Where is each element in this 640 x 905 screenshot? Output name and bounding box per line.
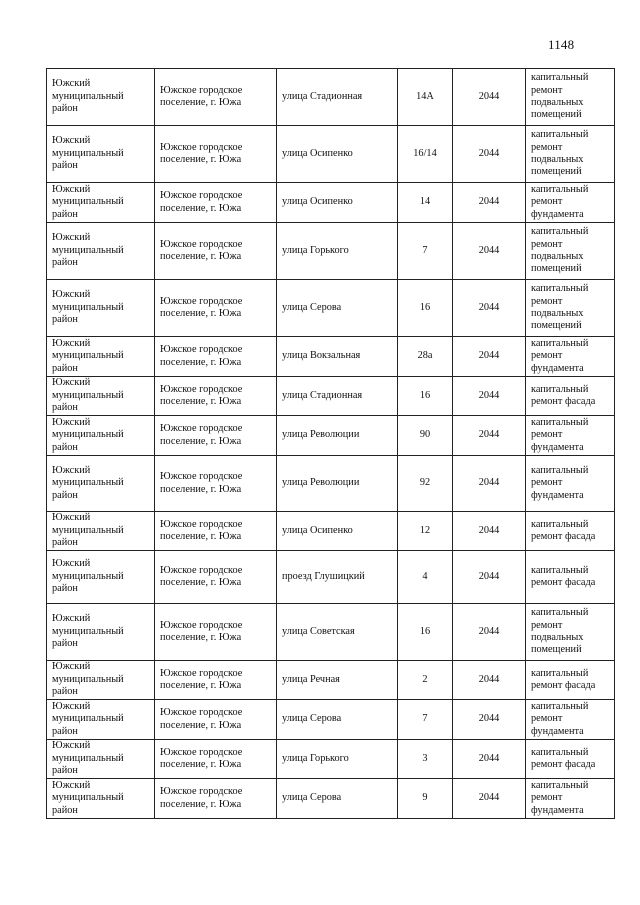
page-number: 1148	[548, 37, 575, 52]
work-type-cell: капитальный ремонт подвальных помещений	[526, 126, 615, 183]
district-cell: Южский муниципальный район	[47, 456, 155, 512]
table-row	[47, 69, 615, 126]
house-number-cell: 28а	[398, 337, 453, 377]
house-number-cell: 7	[398, 700, 453, 740]
district-cell: Южский муниципальный район	[47, 700, 155, 740]
street-cell: улица Серова	[277, 779, 398, 819]
settlement-cell: Южское городское поселение, г. Южа	[155, 512, 277, 551]
settlement-cell: Южское городское поселение, г. Южа	[155, 740, 277, 779]
settlement-cell: Южское городское поселение, г. Южа	[155, 337, 277, 377]
table-row	[47, 126, 615, 183]
work-type-cell: капитальный ремонт фасада	[526, 512, 615, 551]
street-cell: проезд Глушицкий	[277, 551, 398, 604]
work-type-cell: капитальный ремонт фундамента	[526, 700, 615, 740]
work-type-cell: капитальный ремонт подвальных помещений	[526, 280, 615, 337]
district-cell: Южский муниципальный район	[47, 740, 155, 779]
district-cell: Южский муниципальный район	[47, 223, 155, 280]
district-cell: Южский муниципальный район	[47, 416, 155, 456]
work-type-cell: капитальный ремонт фасада	[526, 377, 615, 416]
year-cell: 2044	[453, 512, 526, 551]
street-cell: улица Горького	[277, 223, 398, 280]
year-cell: 2044	[453, 456, 526, 512]
street-cell: улица Осипенко	[277, 126, 398, 183]
year-cell: 2044	[453, 377, 526, 416]
work-type-cell: капитальный ремонт фундамента	[526, 183, 615, 223]
settlement-cell: Южское городское поселение, г. Южа	[155, 126, 277, 183]
house-number-cell: 12	[398, 512, 453, 551]
district-cell: Южский муниципальный район	[47, 69, 155, 126]
settlement-cell: Южское городское поселение, г. Южа	[155, 280, 277, 337]
table-row	[47, 700, 615, 740]
settlement-cell: Южское городское поселение, г. Южа	[155, 700, 277, 740]
table-row	[47, 337, 615, 377]
year-cell: 2044	[453, 740, 526, 779]
settlement-cell: Южское городское поселение, г. Южа	[155, 223, 277, 280]
settlement-cell: Южское городское поселение, г. Южа	[155, 377, 277, 416]
year-cell: 2044	[453, 551, 526, 604]
table-row	[47, 512, 615, 551]
work-type-cell: капитальный ремонт фундамента	[526, 337, 615, 377]
year-cell: 2044	[453, 779, 526, 819]
house-number-cell: 16/14	[398, 126, 453, 183]
repair-schedule-table	[46, 68, 615, 819]
settlement-cell: Южское городское поселение, г. Южа	[155, 551, 277, 604]
house-number-cell: 4	[398, 551, 453, 604]
district-cell: Южский муниципальный район	[47, 779, 155, 819]
year-cell: 2044	[453, 700, 526, 740]
house-number-cell: 16	[398, 604, 453, 661]
street-cell: улица Серова	[277, 700, 398, 740]
table-row	[47, 183, 615, 223]
work-type-cell: капитальный ремонт фасада	[526, 661, 615, 700]
settlement-cell: Южское городское поселение, г. Южа	[155, 69, 277, 126]
year-cell: 2044	[453, 223, 526, 280]
street-cell: улица Серова	[277, 280, 398, 337]
settlement-cell: Южское городское поселение, г. Южа	[155, 183, 277, 223]
table-row	[47, 456, 615, 512]
year-cell: 2044	[453, 183, 526, 223]
table-row	[47, 551, 615, 604]
settlement-cell: Южское городское поселение, г. Южа	[155, 416, 277, 456]
year-cell: 2044	[453, 126, 526, 183]
table-row	[47, 416, 615, 456]
street-cell: улица Советская	[277, 604, 398, 661]
street-cell: улица Вокзальная	[277, 337, 398, 377]
work-type-cell: капитальный ремонт подвальных помещений	[526, 223, 615, 280]
year-cell: 2044	[453, 280, 526, 337]
district-cell: Южский муниципальный район	[47, 337, 155, 377]
street-cell: улица Революции	[277, 416, 398, 456]
settlement-cell: Южское городское поселение, г. Южа	[155, 604, 277, 661]
district-cell: Южский муниципальный район	[47, 551, 155, 604]
year-cell: 2044	[453, 69, 526, 126]
house-number-cell: 92	[398, 456, 453, 512]
house-number-cell: 9	[398, 779, 453, 819]
table-row	[47, 740, 615, 779]
work-type-cell: капитальный ремонт фасада	[526, 551, 615, 604]
house-number-cell: 7	[398, 223, 453, 280]
year-cell: 2044	[453, 337, 526, 377]
work-type-cell: капитальный ремонт подвальных помещений	[526, 604, 615, 661]
year-cell: 2044	[453, 416, 526, 456]
street-cell: улица Революции	[277, 456, 398, 512]
table-row	[47, 604, 615, 661]
district-cell: Южский муниципальный район	[47, 280, 155, 337]
house-number-cell: 14	[398, 183, 453, 223]
street-cell: улица Речная	[277, 661, 398, 700]
work-type-cell: капитальный ремонт фасада	[526, 740, 615, 779]
year-cell: 2044	[453, 661, 526, 700]
house-number-cell: 16	[398, 377, 453, 416]
street-cell: улица Осипенко	[277, 512, 398, 551]
district-cell: Южский муниципальный район	[47, 183, 155, 223]
work-type-cell: капитальный ремонт фундамента	[526, 416, 615, 456]
work-type-cell: капитальный ремонт подвальных помещений	[526, 69, 615, 126]
house-number-cell: 3	[398, 740, 453, 779]
settlement-cell: Южское городское поселение, г. Южа	[155, 661, 277, 700]
street-cell: улица Стадионная	[277, 377, 398, 416]
work-type-cell: капитальный ремонт фундамента	[526, 779, 615, 819]
street-cell: улица Осипенко	[277, 183, 398, 223]
district-cell: Южский муниципальный район	[47, 604, 155, 661]
table-row	[47, 280, 615, 337]
work-type-cell: капитальный ремонт фундамента	[526, 456, 615, 512]
settlement-cell: Южское городское поселение, г. Южа	[155, 779, 277, 819]
house-number-cell: 14А	[398, 69, 453, 126]
district-cell: Южский муниципальный район	[47, 126, 155, 183]
street-cell: улица Горького	[277, 740, 398, 779]
table-row	[47, 779, 615, 819]
district-cell: Южский муниципальный район	[47, 377, 155, 416]
house-number-cell: 2	[398, 661, 453, 700]
year-cell: 2044	[453, 604, 526, 661]
table-row	[47, 377, 615, 416]
table-row	[47, 223, 615, 280]
house-number-cell: 16	[398, 280, 453, 337]
district-cell: Южский муниципальный район	[47, 661, 155, 700]
settlement-cell: Южское городское поселение, г. Южа	[155, 456, 277, 512]
table-row	[47, 661, 615, 700]
district-cell: Южский муниципальный район	[47, 512, 155, 551]
house-number-cell: 90	[398, 416, 453, 456]
street-cell: улица Стадионная	[277, 69, 398, 126]
